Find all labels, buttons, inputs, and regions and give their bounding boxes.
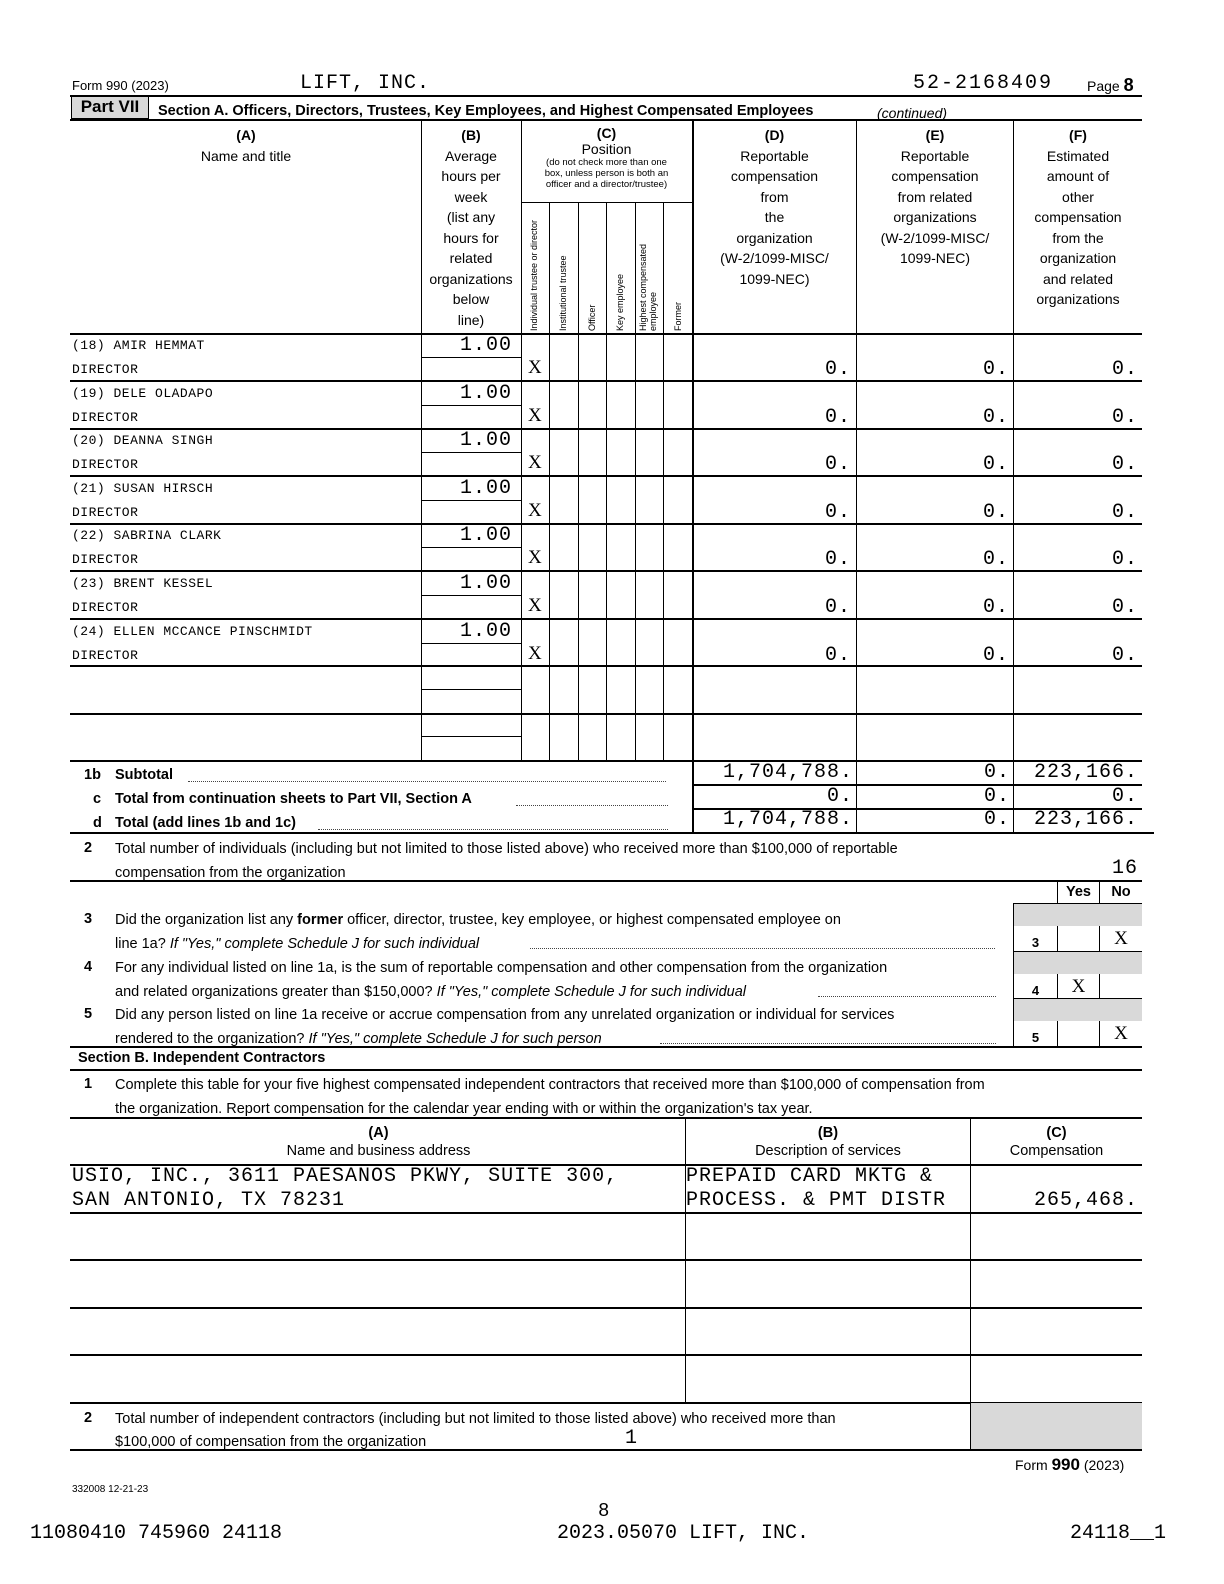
empty-contractor-row	[70, 1307, 1142, 1309]
q3-no-checkbox[interactable]: X	[1114, 928, 1128, 949]
q5-number: 5	[84, 1006, 93, 1022]
section-b-title: Section B. Independent Contractors	[78, 1050, 326, 1066]
comp-org-value: 0.	[824, 501, 851, 524]
comp-other-value: 0.	[1111, 453, 1138, 476]
contractor-name-address: USIO, INC., 3611 PAESANOS PKWY, SUITE 300,	[72, 1165, 619, 1188]
section-b-line2-number: 2	[84, 1410, 93, 1426]
form-code: 332008 12-21-23	[72, 1484, 149, 1495]
comp-related-value: 0.	[982, 453, 1009, 476]
line-label: Total (add lines 1b and 1c)	[115, 815, 297, 831]
q4-yes-checkbox[interactable]: X	[1071, 976, 1086, 997]
individual-trustee-checkbox[interactable]: X	[528, 643, 542, 664]
person-name: (23) BRENT KESSEL	[72, 576, 214, 591]
section-a-title: Section A. Officers, Directors, Trustees, Key Employees, and Highest Compensated Employees	[158, 103, 814, 119]
q4-number: 4	[84, 959, 93, 975]
total-d: 1,704,788.	[722, 808, 853, 831]
contractor-col-b-header: (B) Description of services	[755, 1125, 901, 1159]
person-name: (20) DEANNA SINGH	[72, 433, 214, 448]
footer-center-id: 2023.05070 LIFT, INC.	[557, 1522, 810, 1545]
line2-value: 16	[1111, 857, 1138, 880]
comp-other-value: 0.	[1111, 596, 1138, 619]
q5-no-checkbox[interactable]: X	[1114, 1023, 1128, 1044]
q3-text: Did the organization list any former officer, director, trustee, key employee, or highest compensated employee on	[115, 912, 841, 928]
total-e: 0.	[983, 808, 1010, 831]
pos-individual-trustee-label: Individual trustee or director	[529, 219, 539, 331]
subtotal-e: 0.	[983, 761, 1010, 784]
hours-value: 1.00	[459, 429, 512, 452]
pos-officer-label: Officer	[587, 304, 597, 331]
col-f-header: (F) Estimated amount of other compensation from the organization and related organizations	[1034, 127, 1122, 307]
individual-trustee-checkbox[interactable]: X	[528, 405, 542, 426]
contractor-compensation: 265,468.	[1033, 1189, 1138, 1212]
person-title: DIRECTOR	[72, 457, 139, 472]
person-name: (24) ELLEN MCCANCE PINSCHMIDT	[72, 624, 313, 639]
comp-org-value: 0.	[824, 596, 851, 619]
comp-other-value: 0.	[1111, 358, 1138, 381]
pos-key-employee-label: Key employee	[615, 273, 625, 331]
q3-box-label: 3	[1031, 935, 1040, 950]
line-label: Total from continuation sheets to Part VII, Section A	[115, 791, 472, 807]
individual-trustee-checkbox[interactable]: X	[528, 500, 542, 521]
person-title: DIRECTOR	[72, 362, 139, 377]
hours-value: 1.00	[459, 524, 512, 547]
comp-related-value: 0.	[982, 406, 1009, 429]
form-label: Form 990 (2023)	[72, 78, 169, 93]
col-e-header: (E) Reportable compensation from related organizations (W-2/1099-MISC/ 1099-NEC)	[880, 127, 990, 266]
total-f: 223,166.	[1033, 808, 1138, 831]
q4-text: For any individual listed on line 1a, is the sum of reportable compensation and other compensation from the organization	[115, 960, 888, 976]
section-b-line2-text: Total number of independent contractors (including but not limited to those listed above) who received more than	[115, 1411, 836, 1427]
page-number-footer: 8	[598, 1500, 610, 1522]
individual-trustee-checkbox[interactable]: X	[528, 547, 542, 568]
q3-number: 3	[84, 911, 93, 927]
continued-note: (continued)	[877, 105, 948, 121]
yes-header: Yes	[1066, 884, 1091, 900]
line-number: d	[93, 815, 102, 831]
person-name: (19) DELE OLADAPO	[72, 386, 214, 401]
hours-value: 1.00	[459, 382, 512, 405]
empty-contractor-row	[70, 1259, 1142, 1261]
continuation-d: 0.	[826, 785, 853, 808]
comp-org-value: 0.	[824, 406, 851, 429]
col-b-header: (B) Average hours per week (list any hours for related organizations below line)	[429, 127, 513, 328]
comp-related-value: 0.	[982, 596, 1009, 619]
contractor-description: PREPAID CARD MKTG &	[686, 1165, 934, 1188]
hours-value: 1.00	[459, 477, 512, 500]
continuation-f: 0.	[1111, 785, 1138, 808]
comp-related-value: 0.	[982, 548, 1009, 571]
comp-org-value: 0.	[824, 358, 851, 381]
comp-org-value: 0.	[824, 453, 851, 476]
person-name: (21) SUSAN HIRSCH	[72, 481, 214, 496]
individual-trustee-checkbox[interactable]: X	[528, 595, 542, 616]
q4-box-label: 4	[1031, 983, 1040, 998]
hours-value: 1.00	[459, 572, 512, 595]
q5-text: Did any person listed on line 1a receive or accrue compensation from any unrelated organization or individual for services	[115, 1007, 895, 1023]
contractor-col-a-header: (A) Name and business address	[286, 1125, 471, 1159]
page-label: Page	[1087, 78, 1120, 94]
comp-related-value: 0.	[982, 501, 1009, 524]
section-b-line2-value: 1	[625, 1427, 639, 1450]
comp-other-value: 0.	[1111, 501, 1138, 524]
person-title: DIRECTOR	[72, 505, 139, 520]
section-b-line1-text: Complete this table for your five highest compensated independent contractors that received more than $100,000 of compensation from	[115, 1077, 985, 1093]
comp-other-value: 0.	[1111, 548, 1138, 571]
comp-other-value: 0.	[1111, 644, 1138, 667]
contractor-description-cont: PROCESS. & PMT DISTR	[686, 1189, 947, 1212]
page-indicator	[1087, 75, 1134, 96]
q5-box-label: 5	[1031, 1030, 1040, 1045]
comp-org-value: 0.	[824, 644, 851, 667]
person-title: DIRECTOR	[72, 552, 139, 567]
pos-former-label: Former	[673, 302, 683, 331]
q5-text-cont: rendered to the organization? If "Yes," complete Schedule J for such person	[115, 1031, 602, 1047]
person-name: (22) SABRINA CLARK	[72, 528, 222, 543]
person-name: (18) AMIR HEMMAT	[72, 338, 205, 353]
individual-trustee-checkbox[interactable]: X	[528, 452, 542, 473]
comp-related-value: 0.	[982, 358, 1009, 381]
line2-text-cont: compensation from the organization	[115, 865, 346, 881]
page-number: 8	[1123, 75, 1134, 95]
col-c-header: (C) Position (do not check more than one box, unless person is both an officer and a director/trustee)	[544, 125, 669, 190]
line2-text: Total number of individuals (including but not limited to those listed above) who received more than $100,000 of reportable	[115, 841, 898, 857]
form-footer-label: Form 990 (2023)	[1015, 1455, 1125, 1474]
footer-right-id: 24118__1	[1070, 1522, 1167, 1545]
contractor-address-cont: SAN ANTONIO, TX 78231	[72, 1189, 346, 1212]
comp-org-value: 0.	[824, 548, 851, 571]
q3-text-cont: line 1a? If "Yes," complete Schedule J for such individual	[115, 936, 480, 952]
org-name: LIFT, INC.	[300, 72, 431, 95]
section-b-line2-text-cont: $100,000 of compensation from the organization	[115, 1434, 427, 1450]
individual-trustee-checkbox[interactable]: X	[528, 357, 542, 378]
col-a-header: (A) Name and title	[200, 127, 292, 164]
empty-contractor-row	[70, 1354, 1142, 1356]
section-b-line1-number: 1	[84, 1076, 93, 1092]
hours-value: 1.00	[459, 620, 512, 643]
section-b-line1-text-cont: the organization. Report compensation for the calendar year ending with or within the organization's tax year.	[115, 1101, 813, 1117]
hours-value: 1.00	[459, 334, 512, 357]
pos-highest-comp-label: Highest compensated employee	[638, 243, 658, 331]
contractor-col-c-header: (C) Compensation	[1009, 1125, 1104, 1159]
line-label: Subtotal	[115, 767, 173, 783]
continuation-e: 0.	[983, 785, 1010, 808]
line-number: 1b	[84, 767, 101, 783]
subtotal-d: 1,704,788.	[722, 761, 853, 784]
pos-institutional-trustee-label: Institutional trustee	[558, 255, 568, 331]
person-title: DIRECTOR	[72, 600, 139, 615]
person-title: DIRECTOR	[72, 410, 139, 425]
line2-number: 2	[84, 840, 93, 856]
comp-other-value: 0.	[1111, 406, 1138, 429]
footer-left-id: 11080410 745960 24118	[30, 1522, 283, 1545]
col-d-header: (D) Reportable compensation from the organization (W-2/1099-MISC/ 1099-NEC)	[720, 127, 829, 287]
no-header: No	[1111, 884, 1131, 900]
person-title: DIRECTOR	[72, 648, 139, 663]
part-badge: Part VII	[71, 96, 149, 119]
q4-text-cont: and related organizations greater than $150,000? If "Yes," complete Schedule J for such individual	[115, 984, 746, 1000]
ein: 52-2168409	[913, 72, 1054, 95]
comp-related-value: 0.	[982, 644, 1009, 667]
line-number: c	[93, 791, 102, 807]
subtotal-f: 223,166.	[1033, 761, 1138, 784]
